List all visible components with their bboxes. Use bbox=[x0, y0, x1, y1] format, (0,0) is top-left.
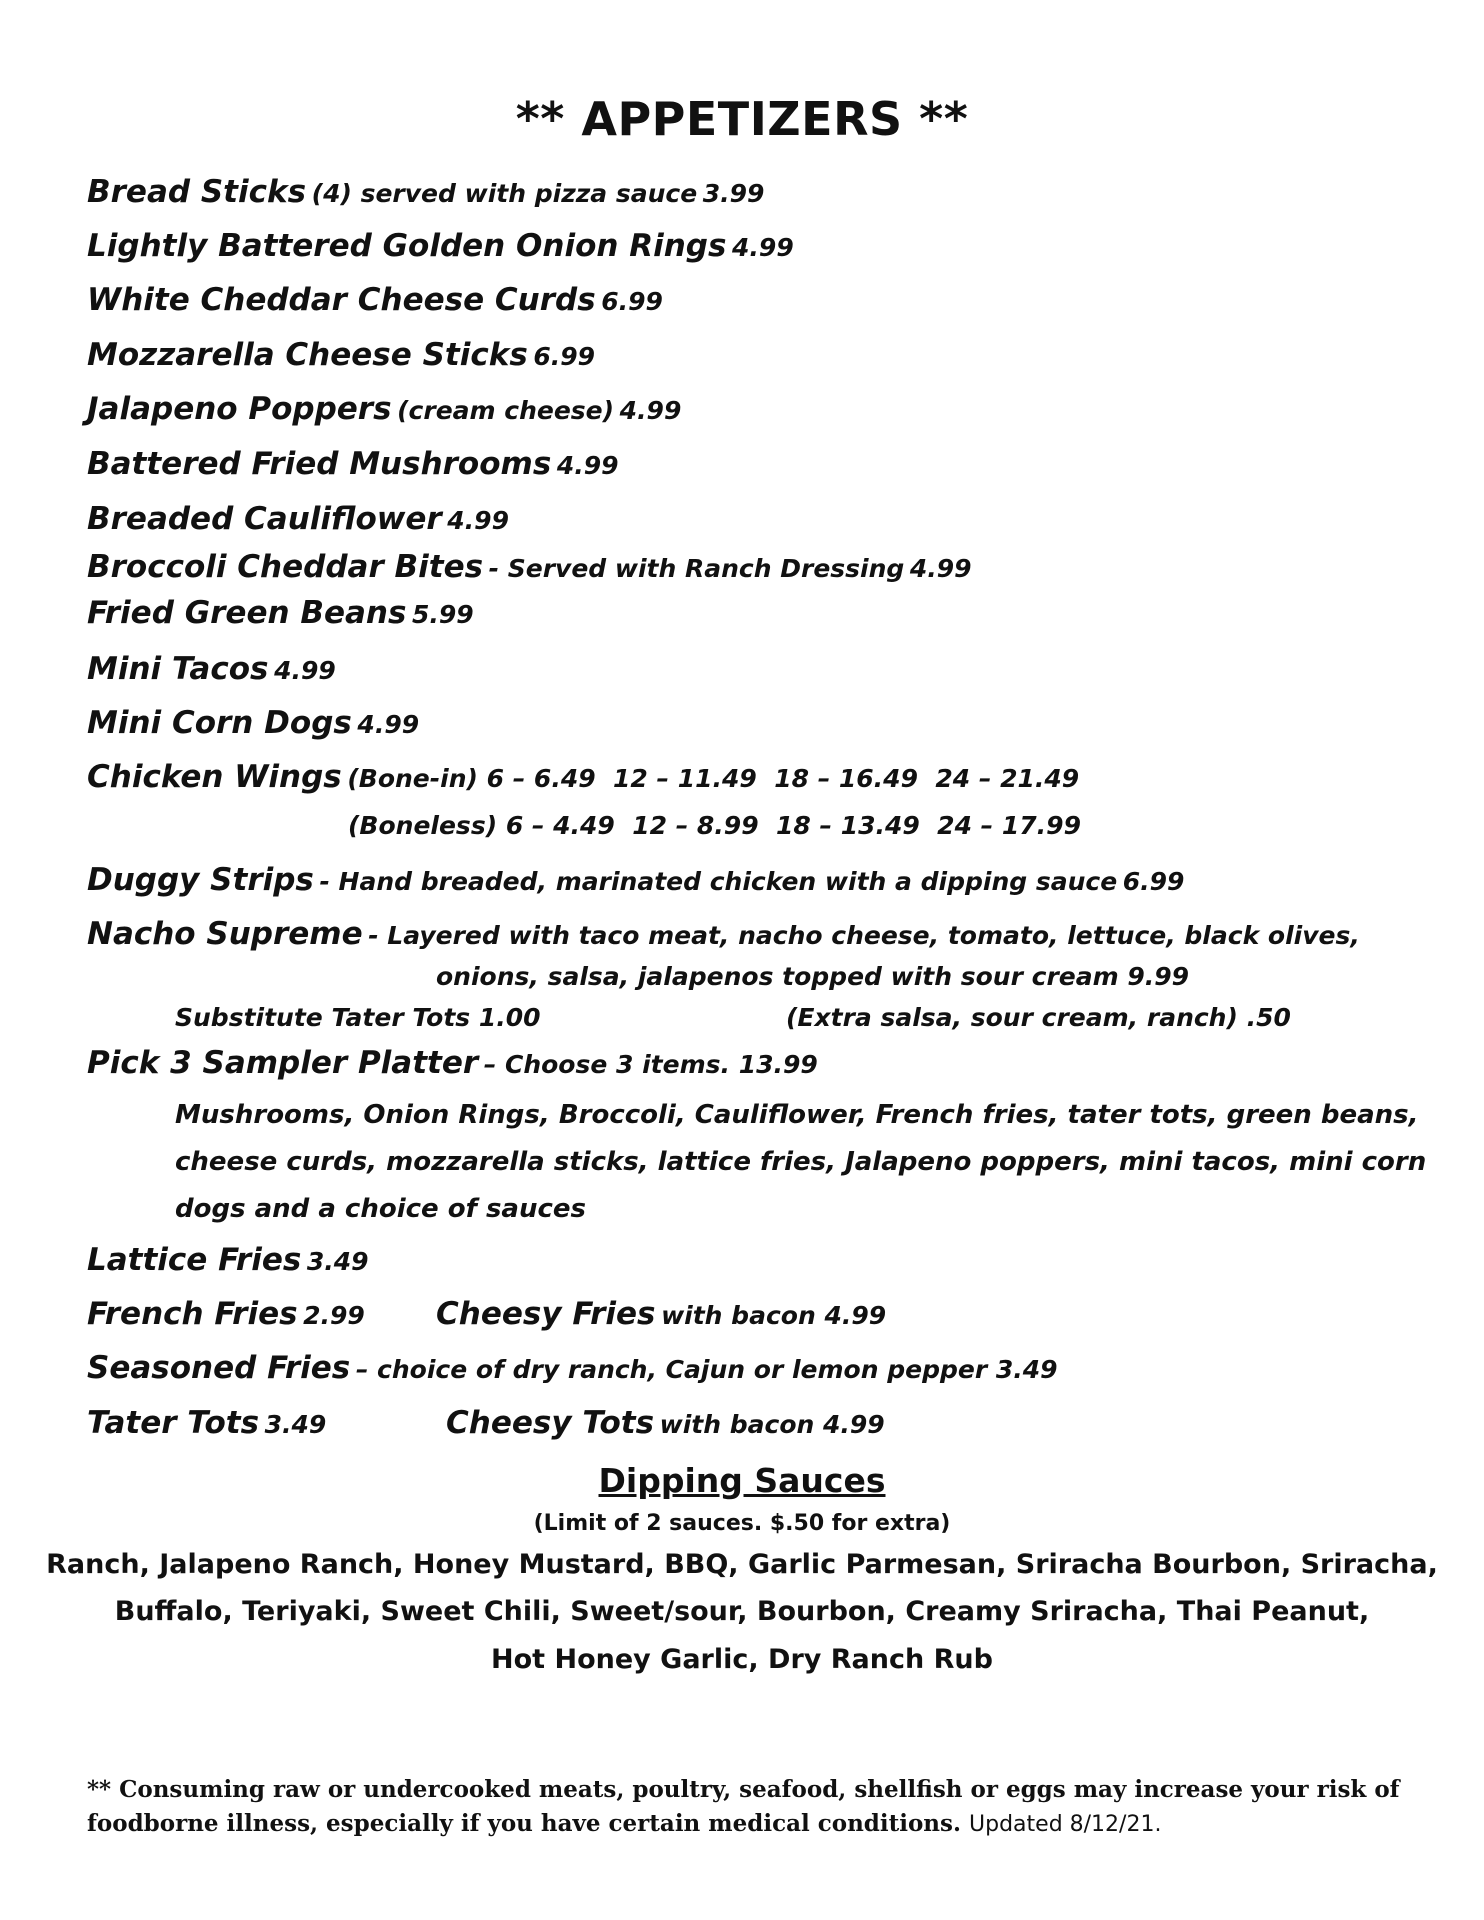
menu-item-french-fries bbox=[87, 1296, 365, 1332]
sauce-limit-note: (Limit of 2 sauces. $.50 for extra) bbox=[533, 1511, 951, 1536]
wings-boneless-prices: (Boneless) 6 – 4.49 12 – 8.99 18 – 13.49 24 – 17.99 bbox=[348, 811, 1081, 840]
nacho-detail-continued: onions, salsa, jalapenos topped with sour cream 9.99 bbox=[436, 962, 1190, 991]
menu-item-mini-tacos bbox=[87, 651, 336, 687]
item-price: 5.99 bbox=[412, 600, 474, 629]
item-name: Lattice Fries bbox=[87, 1242, 302, 1278]
nacho-extra: (Extra salsa, sour cream, ranch) .50 bbox=[786, 1003, 1291, 1032]
item-detail: – choice of dry ranch, Cajun or lemon pepper 3.49 bbox=[355, 1355, 1058, 1384]
item-detail: - Hand breaded, marinated chicken with a dipping sauce bbox=[319, 867, 1118, 896]
item-price: 4.99 bbox=[357, 710, 420, 739]
menu-item-onion-rings bbox=[87, 228, 794, 264]
item-name: Chicken Wings bbox=[87, 759, 342, 795]
item-detail: (4) served with pizza sauce bbox=[311, 179, 698, 208]
item-price: 3.49 bbox=[264, 1410, 327, 1439]
menu-item-cauliflower bbox=[87, 501, 509, 537]
dipping-sauces-heading bbox=[0, 1461, 1484, 1500]
menu-item-sampler-platter bbox=[87, 1045, 818, 1081]
item-price: 3.99 bbox=[702, 179, 765, 208]
item-detail: with bacon 4.99 bbox=[659, 1410, 885, 1439]
item-price: 2.99 bbox=[303, 1301, 365, 1330]
sauce-list-line: Hot Honey Garlic, Dry Ranch Rub bbox=[491, 1644, 993, 1675]
item-detail: - Served with Ranch Dressing bbox=[488, 554, 905, 583]
sampler-options-line: dogs and a choice of sauces bbox=[175, 1194, 586, 1224]
item-detail: - Layered with taco meat, nacho cheese, tomato, lettuce, black olives, bbox=[368, 921, 1360, 950]
dipping-sauces-title: Dipping Sauces bbox=[598, 1461, 886, 1500]
menu-item-cheese-curds bbox=[87, 282, 663, 318]
item-name: Jalapeno Poppers bbox=[87, 391, 392, 427]
menu-item-cheesy-tots bbox=[446, 1405, 885, 1441]
item-name: Seasoned Fries bbox=[87, 1350, 351, 1386]
item-name: Bread Sticks bbox=[87, 174, 307, 210]
menu-item-cheesy-fries bbox=[436, 1296, 886, 1332]
page-title: ** APPETIZERS ** bbox=[515, 92, 969, 146]
nacho-substitute: Substitute Tater Tots 1.00 bbox=[175, 1003, 541, 1032]
item-name: Fried Green Beans bbox=[87, 595, 407, 631]
menu-item-lattice-fries bbox=[87, 1242, 369, 1278]
item-name: Broccoli Cheddar Bites bbox=[87, 549, 484, 585]
item-price: 6.99 bbox=[601, 287, 663, 316]
item-price: 4.99 bbox=[909, 554, 972, 583]
item-name: Tater Tots bbox=[87, 1405, 260, 1441]
menu-item-broccoli-bites bbox=[87, 549, 972, 585]
menu-item-bread-sticks bbox=[87, 174, 764, 210]
item-name: French Fries bbox=[87, 1296, 298, 1332]
item-detail: (cream cheese) bbox=[397, 396, 615, 425]
item-name: Mini Corn Dogs bbox=[87, 705, 352, 741]
item-name: White Cheddar Cheese Curds bbox=[87, 282, 596, 318]
item-name: Mini Tacos bbox=[87, 651, 269, 687]
menu-item-chicken-wings bbox=[87, 759, 1079, 795]
sauce-list-line: Buffalo, Teriyaki, Sweet Chili, Sweet/sour, Bourbon, Creamy Sriracha, Thai Peanut, bbox=[114, 1596, 1370, 1627]
updated-date: Updated 8/12/21. bbox=[969, 1812, 1162, 1837]
menu-item-nacho-supreme bbox=[87, 916, 1360, 952]
item-detail: – Choose 3 items. 13.99 bbox=[483, 1050, 818, 1079]
menu-item-mini-corn-dogs bbox=[87, 705, 419, 741]
item-name: Battered Fried Mushrooms bbox=[87, 446, 552, 482]
item-price: 4.99 bbox=[732, 233, 794, 262]
menu-item-duggy-strips bbox=[87, 862, 1184, 898]
sampler-options-line: Mushrooms, Onion Rings, Broccoli, Cauliflower, French fries, tater tots, green beans, bbox=[175, 1100, 1419, 1130]
menu-item-jalapeno-poppers bbox=[87, 391, 681, 427]
menu-item-tater-tots bbox=[87, 1405, 326, 1441]
item-price: 6.99 bbox=[533, 342, 596, 371]
item-name: Lightly Battered Golden Onion Rings bbox=[87, 228, 727, 264]
menu-item-mozzarella-sticks bbox=[87, 337, 595, 373]
item-name: Breaded Cauliflower bbox=[87, 501, 442, 537]
menu-item-seasoned-fries bbox=[87, 1350, 1058, 1386]
item-price: 4.99 bbox=[619, 396, 682, 425]
item-price: 4.99 bbox=[274, 656, 336, 685]
item-name: Nacho Supreme bbox=[87, 916, 363, 952]
menu-item-green-beans bbox=[87, 595, 474, 631]
item-name: Cheesy Fries bbox=[436, 1296, 656, 1332]
item-name: Mozzarella Cheese Sticks bbox=[87, 337, 528, 373]
sampler-options-line: cheese curds, mozzarella sticks, lattice fries, Jalapeno poppers, mini tacos, mini corn bbox=[175, 1147, 1427, 1177]
item-name: Duggy Strips bbox=[87, 862, 314, 898]
wings-bone-in-prices: (Bone-in) 6 – 6.49 12 – 11.49 18 – 16.49 24 – 21.49 bbox=[347, 764, 1080, 793]
item-name: Pick 3 Sampler Platter bbox=[87, 1045, 479, 1081]
item-price: 3.49 bbox=[306, 1247, 369, 1276]
item-detail: with bacon 4.99 bbox=[661, 1301, 887, 1330]
food-safety-notice bbox=[87, 1773, 1407, 1842]
item-name: Cheesy Tots bbox=[446, 1405, 655, 1441]
item-price: 4.99 bbox=[447, 506, 509, 535]
menu-item-fried-mushrooms bbox=[87, 446, 619, 482]
notice-text: ** Consuming raw or undercooked meats, poultry, seafood, shellfish or eggs may increase your risk of foodborne illness, especially if you have certain medical conditions. bbox=[87, 1776, 1400, 1837]
sauce-list-line: Ranch, Jalapeno Ranch, Honey Mustard, BBQ, Garlic Parmesan, Sriracha Bourbon, Sriracha, bbox=[46, 1549, 1438, 1580]
item-price: 4.99 bbox=[556, 451, 619, 480]
item-price: 6.99 bbox=[1122, 867, 1185, 896]
